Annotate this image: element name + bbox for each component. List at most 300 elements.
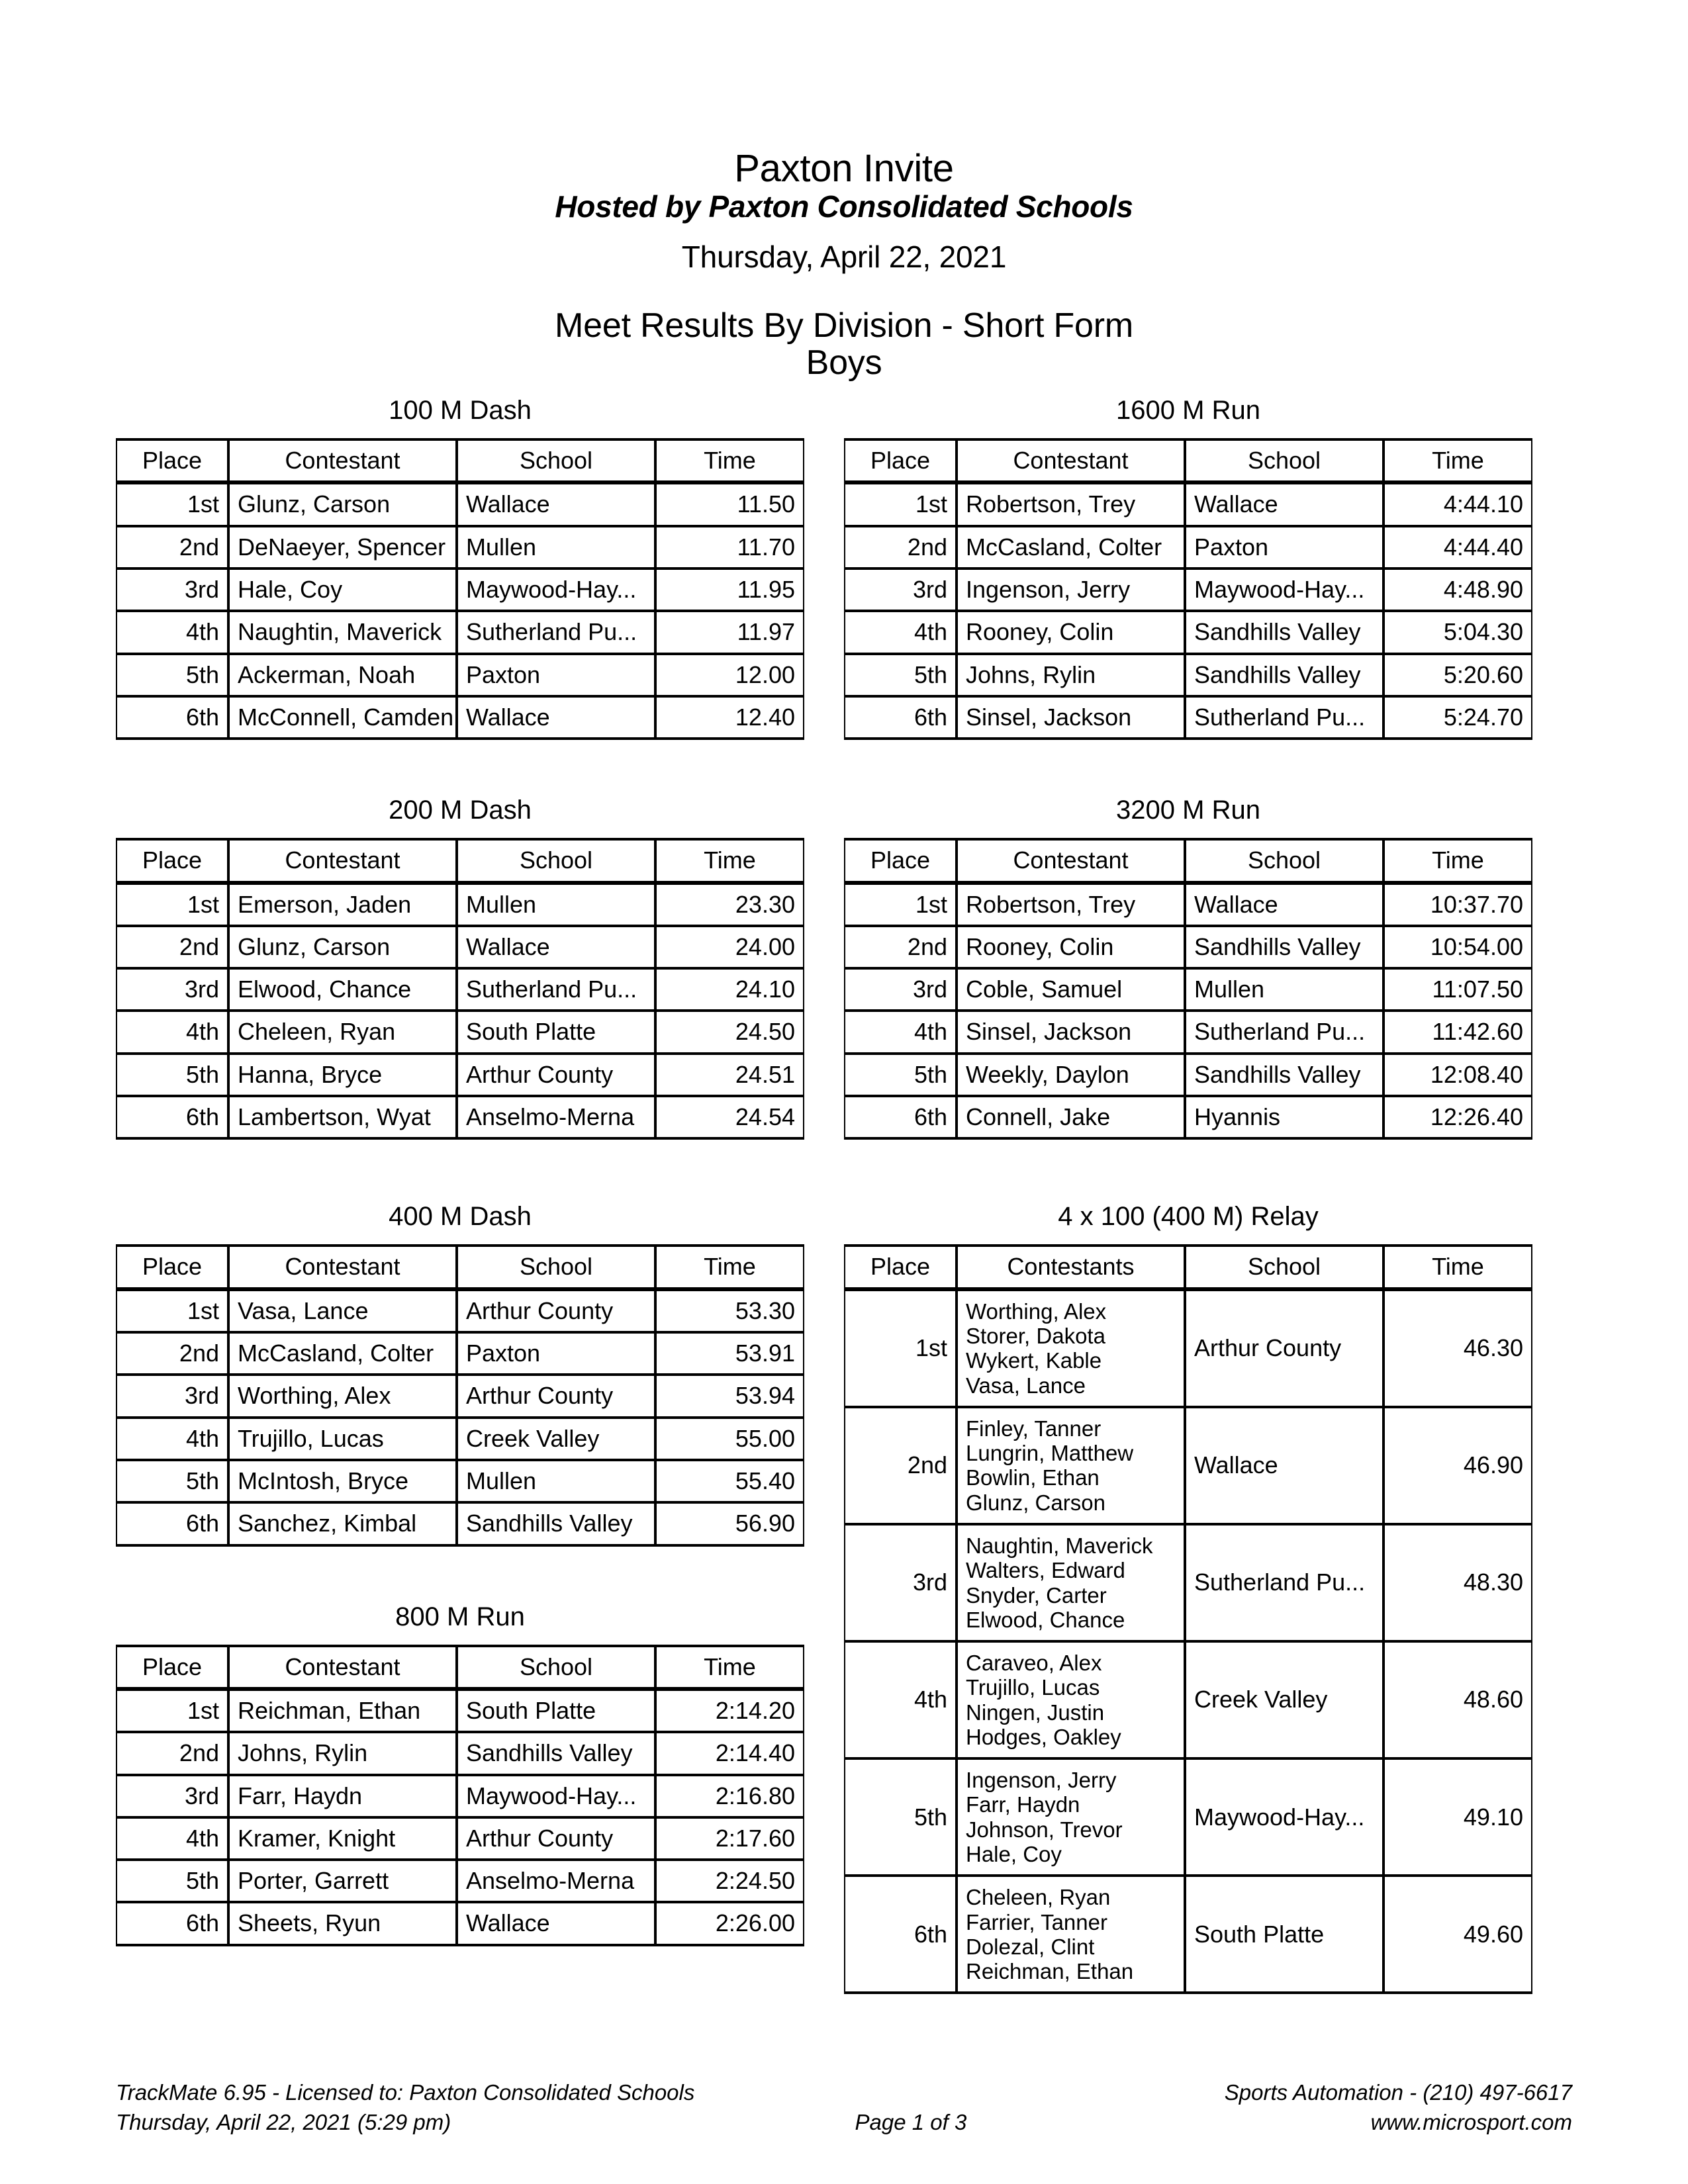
table-row xyxy=(844,526,1532,569)
relay-member: Vasa, Lance xyxy=(966,1373,1086,1398)
cell-place: 2nd xyxy=(116,526,228,569)
cell-place: 1st xyxy=(116,884,228,926)
event-800m-run xyxy=(116,1604,804,1946)
document-header xyxy=(0,149,1688,381)
cell-time: 24.50 xyxy=(655,1011,804,1053)
col-header-school: School xyxy=(457,438,655,483)
relay-member: Glunz, Carson xyxy=(966,1490,1105,1515)
table-row xyxy=(116,569,804,611)
cell-contestant: Hale, Coy xyxy=(228,569,457,611)
col-header-place: Place xyxy=(844,838,957,883)
cell-place: 1st xyxy=(116,483,228,525)
section-gap xyxy=(116,1547,804,1604)
table-row xyxy=(116,611,804,653)
cell-time: 12.00 xyxy=(655,654,804,696)
cell-time: 48.60 xyxy=(1383,1641,1532,1758)
cell-school: Sandhills Valley xyxy=(457,1732,655,1774)
footer-website: www.microsport.com xyxy=(1370,2109,1572,2134)
table-row xyxy=(116,1460,804,1502)
table-row xyxy=(116,884,804,926)
cell-time: 46.90 xyxy=(1383,1407,1532,1524)
cell-place: 5th xyxy=(116,1460,228,1502)
table-row xyxy=(116,1732,804,1774)
cell-time: 48.30 xyxy=(1383,1524,1532,1641)
results-table xyxy=(844,838,1532,1140)
cell-contestant: Sinsel, Jackson xyxy=(957,1011,1185,1053)
cell-time: 11.95 xyxy=(655,569,804,611)
section-gap xyxy=(844,1140,1532,1203)
table-row xyxy=(844,884,1532,926)
cell-place: 4th xyxy=(116,611,228,653)
table-row xyxy=(116,1860,804,1902)
col-header-contestant: Contestant xyxy=(228,1645,457,1690)
cell-school: Maywood-Hay... xyxy=(457,1775,655,1817)
cell-contestant: McCasland, Colter xyxy=(957,526,1185,569)
cell-contestant: McConnell, Camden xyxy=(228,696,457,740)
cell-contestant: Cheleen, Ryan xyxy=(228,1011,457,1053)
relay-member: Worthing, Alex xyxy=(966,1298,1107,1324)
cell-school: Sandhills Valley xyxy=(1185,654,1383,696)
cell-time: 2:14.40 xyxy=(655,1732,804,1774)
cell-school: Arthur County xyxy=(457,1290,655,1332)
cell-time: 5:20.60 xyxy=(1383,654,1532,696)
cell-school: Sutherland Pu... xyxy=(1185,1011,1383,1053)
cell-place: 1st xyxy=(844,884,957,926)
col-header-place: Place xyxy=(116,438,228,483)
cell-place: 4th xyxy=(844,1011,957,1053)
cell-place: 1st xyxy=(844,483,957,525)
cell-place: 5th xyxy=(116,654,228,696)
cell-school: Arthur County xyxy=(457,1054,655,1096)
col-header-time: Time xyxy=(655,838,804,883)
footer-license: TrackMate 6.95 - Licensed to: Paxton Consolidated Schools xyxy=(116,2080,695,2105)
event-title: 800 M Run xyxy=(395,1602,525,1631)
table-header-row xyxy=(116,438,804,483)
col-header-contestant: Contestant xyxy=(228,438,457,483)
cell-place: 2nd xyxy=(844,526,957,569)
cell-contestant: Emerson, Jaden xyxy=(228,884,457,926)
cell-place: 4th xyxy=(844,611,957,653)
col-header-place: Place xyxy=(844,438,957,483)
cell-contestant: Glunz, Carson xyxy=(228,926,457,968)
event-title: 4 x 100 (400 M) Relay xyxy=(1058,1202,1319,1232)
relay-member: Walters, Edward xyxy=(966,1558,1125,1583)
cell-place: 3rd xyxy=(116,1775,228,1817)
cell-school: Creek Valley xyxy=(457,1418,655,1460)
cell-contestants xyxy=(957,1758,1185,1876)
cell-place: 5th xyxy=(844,1054,957,1096)
table-row xyxy=(116,1290,804,1332)
cell-place: 5th xyxy=(844,654,957,696)
section-gap xyxy=(844,740,1532,797)
cell-contestant: Coble, Samuel xyxy=(957,968,1185,1011)
right-column xyxy=(844,397,1532,1994)
cell-contestant: Porter, Garrett xyxy=(228,1860,457,1902)
table-row xyxy=(116,1418,804,1460)
cell-place: 6th xyxy=(116,1902,228,1946)
cell-school: Wallace xyxy=(457,483,655,525)
cell-place: 3rd xyxy=(844,569,957,611)
meet-title: Paxton Invite xyxy=(734,147,954,190)
cell-school: Sutherland Pu... xyxy=(1185,1524,1383,1641)
col-header-contestants: Contestants xyxy=(957,1244,1185,1289)
relay-member: Storer, Dakota xyxy=(966,1323,1105,1348)
col-header-contestant: Contestant xyxy=(228,1244,457,1289)
meet-host: Hosted by Paxton Consolidated Schools xyxy=(555,189,1133,224)
cell-school: Mullen xyxy=(1185,968,1383,1011)
table-row xyxy=(116,1690,804,1732)
relay-results-table xyxy=(844,1244,1532,1994)
cell-time: 11.70 xyxy=(655,526,804,569)
cell-time: 49.60 xyxy=(1383,1876,1532,1994)
event-100m-dash xyxy=(116,397,804,740)
relay-member: Lungrin, Matthew xyxy=(966,1441,1134,1466)
table-row xyxy=(844,1011,1532,1053)
cell-place: 3rd xyxy=(116,1375,228,1417)
col-header-place: Place xyxy=(116,838,228,883)
cell-school: Maywood-Hay... xyxy=(1185,1758,1383,1876)
cell-time: 12.40 xyxy=(655,696,804,740)
cell-contestant: Rooney, Colin xyxy=(957,611,1185,653)
col-header-time: Time xyxy=(655,438,804,483)
cell-school: Arthur County xyxy=(1185,1290,1383,1407)
event-title: 400 M Dash xyxy=(389,1202,532,1232)
col-header-school: School xyxy=(457,838,655,883)
cell-time: 24.51 xyxy=(655,1054,804,1096)
table-row xyxy=(844,1096,1532,1140)
cell-school: Hyannis xyxy=(1185,1096,1383,1140)
col-header-time: Time xyxy=(1383,438,1532,483)
cell-contestant: Vasa, Lance xyxy=(228,1290,457,1332)
cell-contestant: Robertson, Trey xyxy=(957,884,1185,926)
cell-contestant: Ackerman, Noah xyxy=(228,654,457,696)
event-200m-dash xyxy=(116,797,804,1140)
cell-place: 4th xyxy=(116,1011,228,1053)
cell-contestant: McCasland, Colter xyxy=(228,1332,457,1375)
table-row xyxy=(844,483,1532,525)
cell-place: 4th xyxy=(116,1418,228,1460)
table-row xyxy=(844,569,1532,611)
col-header-school: School xyxy=(1185,1244,1383,1289)
table-row xyxy=(116,1502,804,1546)
cell-time: 24.10 xyxy=(655,968,804,1011)
relay-member: Dolezal, Clint xyxy=(966,1934,1095,1959)
table-row xyxy=(116,1332,804,1375)
relay-member: Ningen, Justin xyxy=(966,1700,1105,1725)
cell-contestant: Naughtin, Maverick xyxy=(228,611,457,653)
cell-school: Creek Valley xyxy=(1185,1641,1383,1758)
table-row xyxy=(844,968,1532,1011)
cell-school: Wallace xyxy=(457,1902,655,1946)
relay-member: Trujillo, Lucas xyxy=(966,1675,1100,1700)
footer-print-timestamp: Thursday, April 22, 2021 (5:29 pm) xyxy=(116,2109,451,2134)
cell-contestant: Farr, Haydn xyxy=(228,1775,457,1817)
cell-place: 2nd xyxy=(116,926,228,968)
cell-contestant: Elwood, Chance xyxy=(228,968,457,1011)
col-header-contestant: Contestant xyxy=(957,838,1185,883)
cell-place: 6th xyxy=(116,696,228,740)
col-header-school: School xyxy=(1185,438,1383,483)
cell-school: Paxton xyxy=(1185,526,1383,569)
cell-school: Mullen xyxy=(457,884,655,926)
cell-time: 10:37.70 xyxy=(1383,884,1532,926)
cell-contestant: Reichman, Ethan xyxy=(228,1690,457,1732)
col-header-place: Place xyxy=(116,1244,228,1289)
col-header-place: Place xyxy=(844,1244,957,1289)
relay-member: Hodges, Oakley xyxy=(966,1724,1121,1749)
cell-time: 11.50 xyxy=(655,483,804,525)
cell-contestant: Sanchez, Kimbal xyxy=(228,1502,457,1546)
cell-school: Anselmo-Merna xyxy=(457,1860,655,1902)
cell-place: 5th xyxy=(116,1860,228,1902)
cell-time: 12:08.40 xyxy=(1383,1054,1532,1096)
cell-place: 4th xyxy=(844,1641,957,1758)
cell-school: Wallace xyxy=(1185,884,1383,926)
cell-school: Mullen xyxy=(457,1460,655,1502)
cell-place: 3rd xyxy=(844,1524,957,1641)
footer-row-bottom xyxy=(116,2108,1572,2138)
relay-member: Farrier, Tanner xyxy=(966,1909,1107,1934)
col-header-place: Place xyxy=(116,1645,228,1690)
cell-contestants xyxy=(957,1290,1185,1407)
cell-school: Maywood-Hay... xyxy=(1185,569,1383,611)
cell-school: Maywood-Hay... xyxy=(457,569,655,611)
relay-member: Johnson, Trevor xyxy=(966,1817,1123,1842)
table-row xyxy=(844,1876,1532,1994)
cell-school: Wallace xyxy=(1185,483,1383,525)
col-header-school: School xyxy=(457,1645,655,1690)
cell-time: 55.40 xyxy=(655,1460,804,1502)
footer-vendor: Sports Automation - (210) 497-6617 xyxy=(1224,2080,1572,2105)
document-footer xyxy=(116,2078,1572,2138)
cell-time: 2:24.50 xyxy=(655,1860,804,1902)
cell-time: 11:42.60 xyxy=(1383,1011,1532,1053)
table-row xyxy=(844,1407,1532,1524)
cell-place: 2nd xyxy=(116,1332,228,1375)
meet-date: Thursday, April 22, 2021 xyxy=(681,239,1007,274)
relay-member: Elwood, Chance xyxy=(966,1607,1125,1632)
cell-time: 56.90 xyxy=(655,1502,804,1546)
cell-place: 2nd xyxy=(116,1732,228,1774)
table-header-row xyxy=(116,1645,804,1690)
cell-time: 53.30 xyxy=(655,1290,804,1332)
col-header-school: School xyxy=(457,1244,655,1289)
cell-place: 1st xyxy=(116,1290,228,1332)
cell-contestant: Lambertson, Wyat xyxy=(228,1096,457,1140)
relay-member: Hale, Coy xyxy=(966,1842,1062,1867)
cell-school: Arthur County xyxy=(457,1817,655,1860)
cell-school: Sutherland Pu... xyxy=(457,611,655,653)
col-header-time: Time xyxy=(655,1244,804,1289)
cell-time: 46.30 xyxy=(1383,1290,1532,1407)
cell-contestants xyxy=(957,1407,1185,1524)
table-header-row xyxy=(844,438,1532,483)
cell-school: Sandhills Valley xyxy=(1185,1054,1383,1096)
cell-contestant: Johns, Rylin xyxy=(957,654,1185,696)
cell-time: 49.10 xyxy=(1383,1758,1532,1876)
cell-contestant: DeNaeyer, Spencer xyxy=(228,526,457,569)
section-gap xyxy=(116,740,804,797)
cell-school: South Platte xyxy=(457,1011,655,1053)
table-row xyxy=(844,1758,1532,1876)
table-row xyxy=(116,526,804,569)
cell-place: 1st xyxy=(116,1690,228,1732)
cell-time: 5:24.70 xyxy=(1383,696,1532,740)
footer-row-top xyxy=(116,2078,1572,2108)
cell-school: Arthur County xyxy=(457,1375,655,1417)
table-row xyxy=(116,1054,804,1096)
col-header-school: School xyxy=(1185,838,1383,883)
cell-school: Paxton xyxy=(457,654,655,696)
table-row xyxy=(116,654,804,696)
cell-contestant: Hanna, Bryce xyxy=(228,1054,457,1096)
cell-contestant: McIntosh, Bryce xyxy=(228,1460,457,1502)
cell-contestant: Sinsel, Jackson xyxy=(957,696,1185,740)
cell-place: 5th xyxy=(844,1758,957,1876)
table-row xyxy=(844,1290,1532,1407)
event-1600m-run xyxy=(844,397,1532,740)
cell-time: 53.91 xyxy=(655,1332,804,1375)
relay-member: Finley, Tanner xyxy=(966,1416,1102,1441)
results-table xyxy=(116,438,804,740)
cell-place: 4th xyxy=(116,1817,228,1860)
cell-time: 53.94 xyxy=(655,1375,804,1417)
cell-time: 24.00 xyxy=(655,926,804,968)
cell-contestants xyxy=(957,1641,1185,1758)
col-header-contestant: Contestant xyxy=(957,438,1185,483)
table-header-row xyxy=(116,838,804,883)
report-title: Meet Results By Division - Short Form xyxy=(555,306,1133,345)
results-table xyxy=(116,838,804,1140)
table-row xyxy=(844,1641,1532,1758)
table-header-row xyxy=(844,838,1532,883)
relay-member: Cheleen, Ryan xyxy=(966,1885,1111,1910)
cell-place: 1st xyxy=(844,1290,957,1407)
cell-contestant: Robertson, Trey xyxy=(957,483,1185,525)
table-row xyxy=(844,654,1532,696)
cell-time: 4:48.90 xyxy=(1383,569,1532,611)
cell-school: South Platte xyxy=(457,1690,655,1732)
event-4x100-relay xyxy=(844,1203,1532,1994)
cell-time: 5:04.30 xyxy=(1383,611,1532,653)
footer-page-number: Page 1 of 3 xyxy=(855,2109,967,2134)
cell-time: 23.30 xyxy=(655,884,804,926)
cell-school: Sandhills Valley xyxy=(1185,926,1383,968)
cell-school: Paxton xyxy=(457,1332,655,1375)
cell-school: Wallace xyxy=(457,696,655,740)
cell-time: 55.00 xyxy=(655,1418,804,1460)
table-header-row xyxy=(116,1244,804,1289)
section-gap xyxy=(116,1140,804,1203)
results-table xyxy=(116,1645,804,1946)
cell-place: 6th xyxy=(116,1096,228,1140)
cell-contestant: Trujillo, Lucas xyxy=(228,1418,457,1460)
cell-school: Wallace xyxy=(457,926,655,968)
table-row xyxy=(116,483,804,525)
cell-time: 11:07.50 xyxy=(1383,968,1532,1011)
cell-school: South Platte xyxy=(1185,1876,1383,1994)
cell-place: 6th xyxy=(844,1876,957,1994)
table-row xyxy=(844,611,1532,653)
event-title: 1600 M Run xyxy=(1116,396,1260,425)
cell-contestants xyxy=(957,1876,1185,1994)
event-title: 3200 M Run xyxy=(1116,796,1260,825)
table-row xyxy=(116,1011,804,1053)
cell-time: 2:26.00 xyxy=(655,1902,804,1946)
relay-member: Caraveo, Alex xyxy=(966,1651,1102,1676)
cell-contestant: Rooney, Colin xyxy=(957,926,1185,968)
cell-place: 6th xyxy=(844,1096,957,1140)
cell-time: 2:14.20 xyxy=(655,1690,804,1732)
col-header-contestant: Contestant xyxy=(228,838,457,883)
table-row xyxy=(116,1817,804,1860)
cell-contestants xyxy=(957,1524,1185,1641)
results-table xyxy=(844,438,1532,740)
event-3200m-run xyxy=(844,797,1532,1140)
cell-place: 6th xyxy=(116,1502,228,1546)
table-row xyxy=(116,926,804,968)
cell-school: Sutherland Pu... xyxy=(457,968,655,1011)
event-title: 100 M Dash xyxy=(389,396,532,425)
cell-place: 2nd xyxy=(844,926,957,968)
relay-member: Snyder, Carter xyxy=(966,1582,1107,1608)
cell-contestant: Sheets, Ryun xyxy=(228,1902,457,1946)
cell-school: Sandhills Valley xyxy=(457,1502,655,1546)
cell-school: Sutherland Pu... xyxy=(1185,696,1383,740)
cell-place: 2nd xyxy=(844,1407,957,1524)
left-column xyxy=(116,397,804,1946)
cell-time: 2:17.60 xyxy=(655,1817,804,1860)
table-row xyxy=(116,1902,804,1946)
cell-school: Sandhills Valley xyxy=(1185,611,1383,653)
cell-time: 4:44.40 xyxy=(1383,526,1532,569)
relay-member: Farr, Haydn xyxy=(966,1792,1080,1817)
cell-contestant: Glunz, Carson xyxy=(228,483,457,525)
table-row xyxy=(844,696,1532,740)
col-header-time: Time xyxy=(1383,838,1532,883)
cell-time: 4:44.10 xyxy=(1383,483,1532,525)
table-row xyxy=(116,1375,804,1417)
cell-school: Wallace xyxy=(1185,1407,1383,1524)
cell-place: 3rd xyxy=(116,569,228,611)
cell-time: 2:16.80 xyxy=(655,1775,804,1817)
cell-contestant: Connell, Jake xyxy=(957,1096,1185,1140)
cell-time: 12:26.40 xyxy=(1383,1096,1532,1140)
results-table xyxy=(116,1244,804,1546)
cell-time: 11.97 xyxy=(655,611,804,653)
relay-member: Ingenson, Jerry xyxy=(966,1768,1117,1793)
cell-place: 6th xyxy=(844,696,957,740)
relay-member: Bowlin, Ethan xyxy=(966,1465,1100,1490)
event-400m-dash xyxy=(116,1203,804,1546)
cell-place: 5th xyxy=(116,1054,228,1096)
cell-time: 24.54 xyxy=(655,1096,804,1140)
cell-contestant: Kramer, Knight xyxy=(228,1817,457,1860)
cell-school: Anselmo-Merna xyxy=(457,1096,655,1140)
table-row xyxy=(116,696,804,740)
table-row xyxy=(116,968,804,1011)
event-title: 200 M Dash xyxy=(389,796,532,825)
table-row xyxy=(844,926,1532,968)
cell-contestant: Worthing, Alex xyxy=(228,1375,457,1417)
cell-contestant: Ingenson, Jerry xyxy=(957,569,1185,611)
table-row xyxy=(116,1096,804,1140)
cell-school: Mullen xyxy=(457,526,655,569)
relay-member: Wykert, Kable xyxy=(966,1348,1102,1373)
col-header-time: Time xyxy=(1383,1244,1532,1289)
cell-place: 3rd xyxy=(844,968,957,1011)
report-division: Boys xyxy=(806,343,882,382)
